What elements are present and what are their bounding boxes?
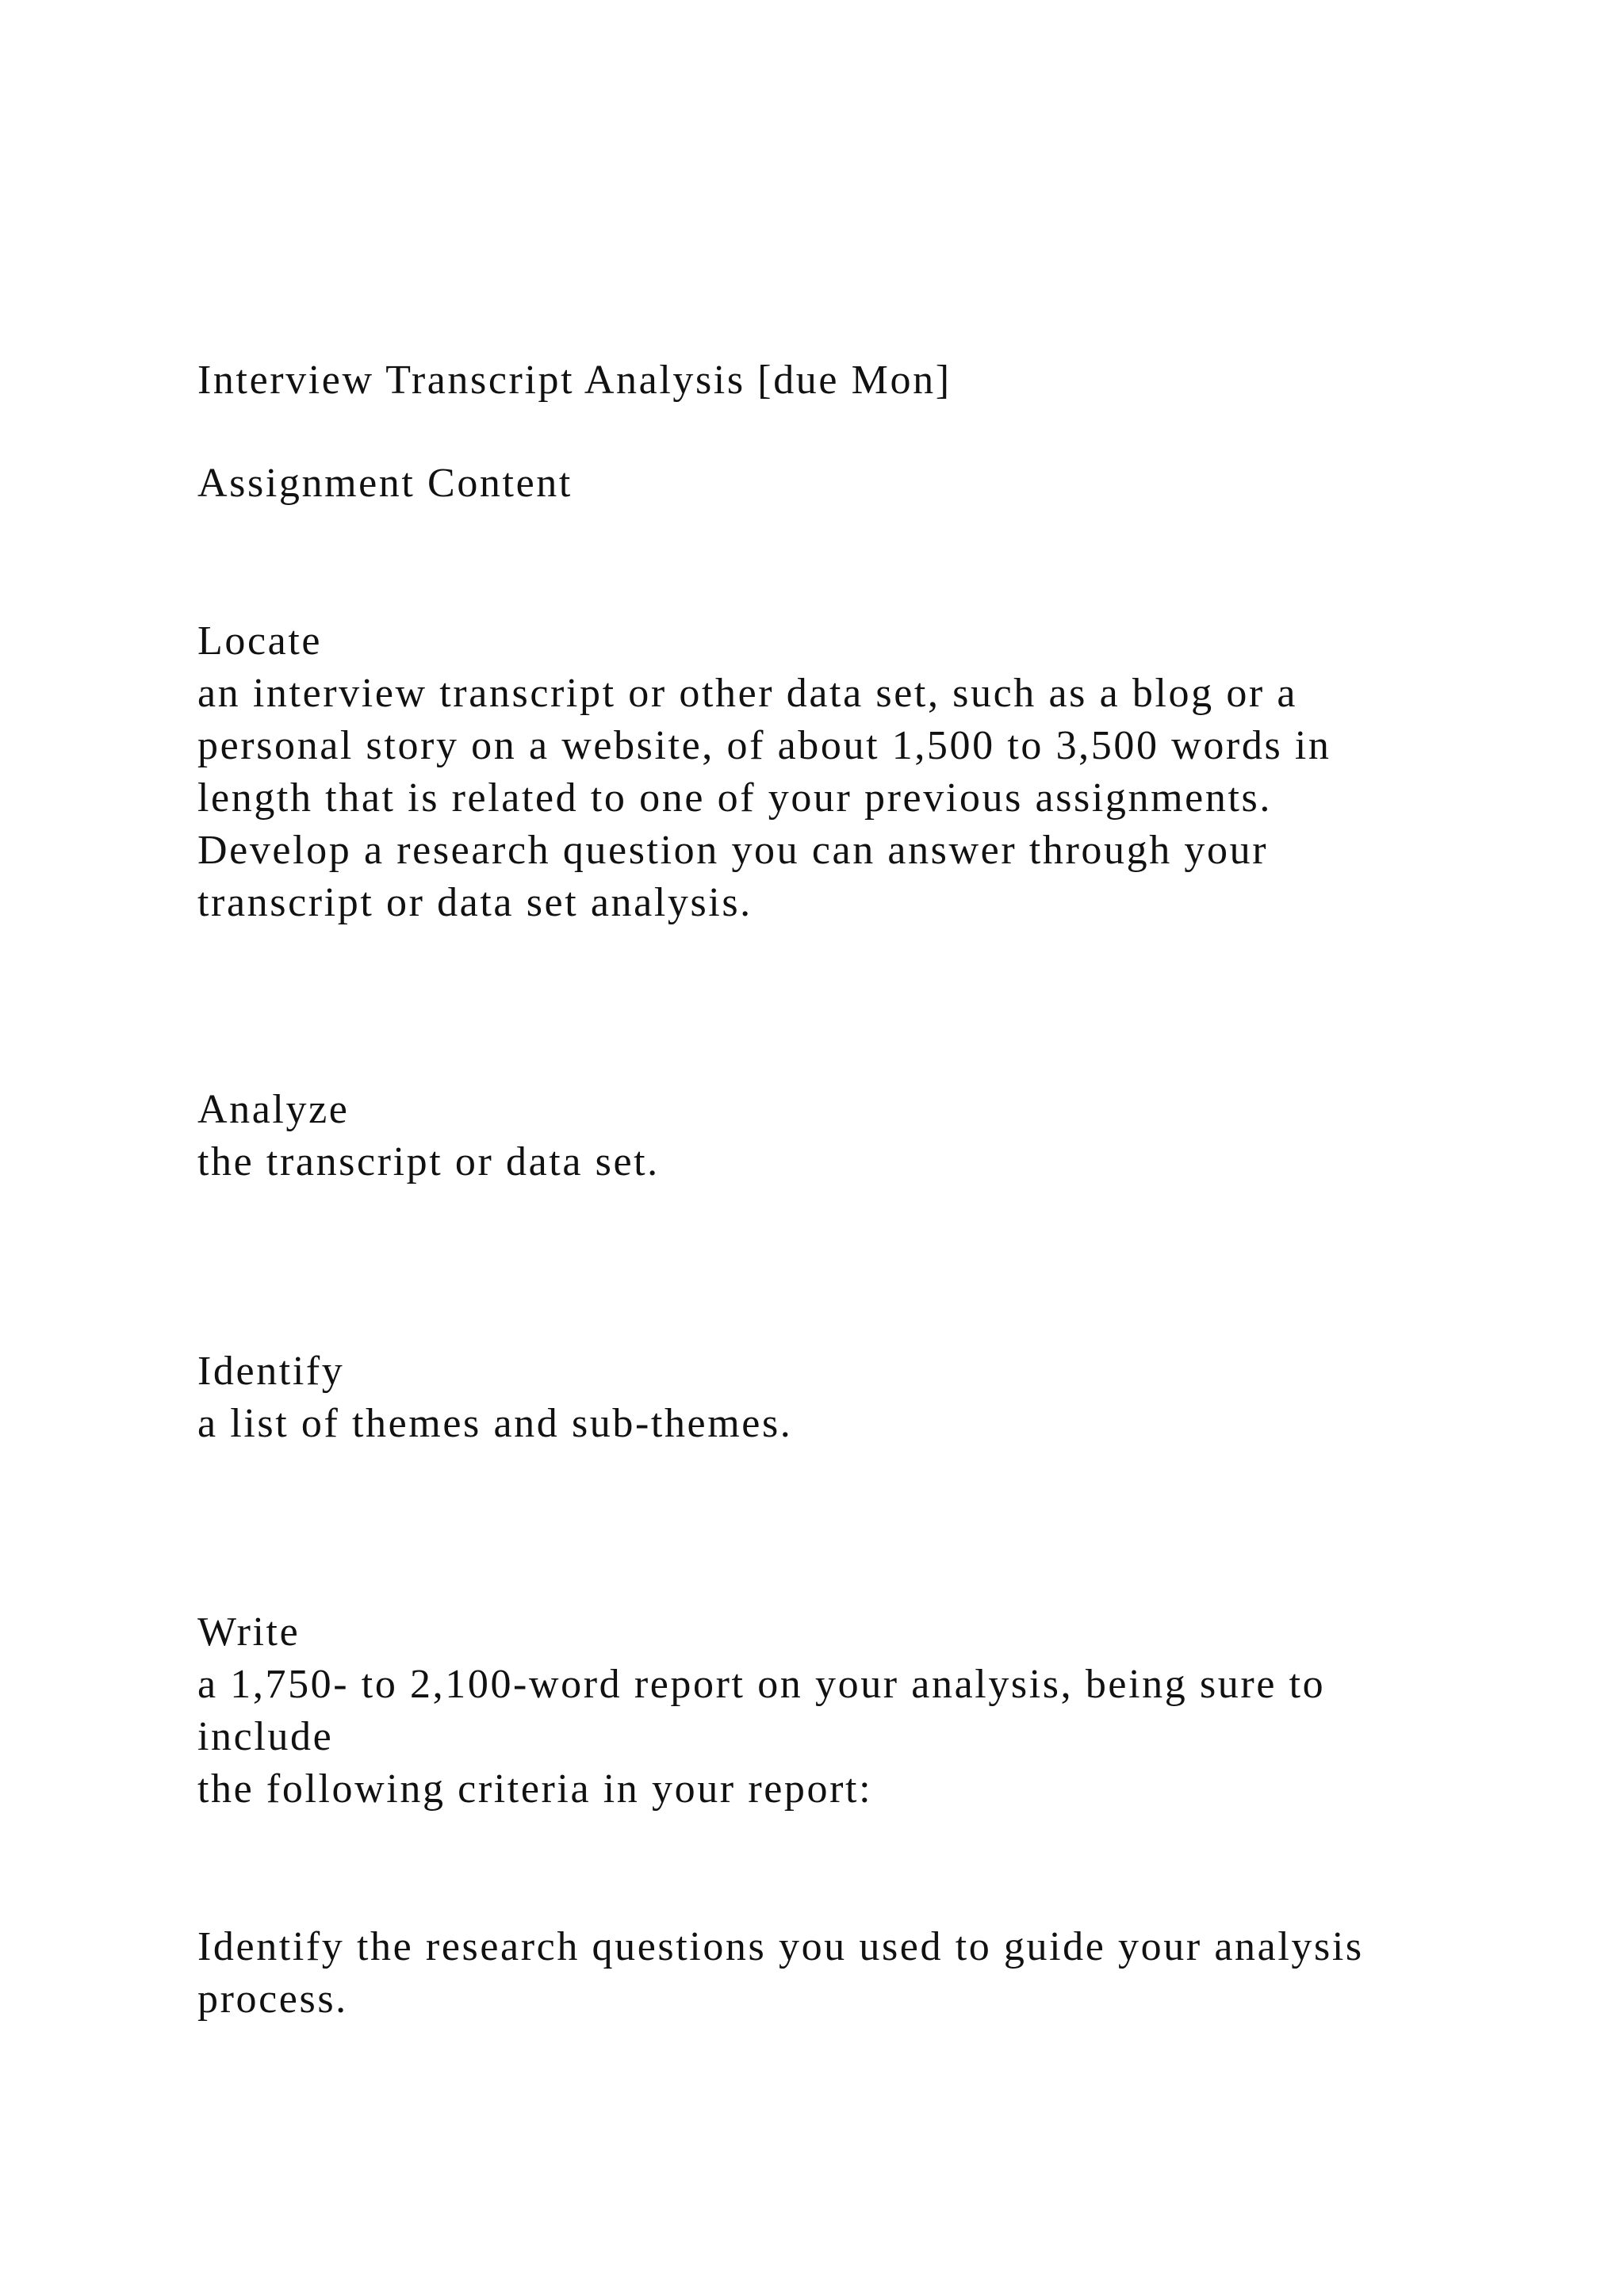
section-line: transcript or data set analysis. xyxy=(197,880,753,925)
section-heading: Write xyxy=(197,1609,301,1655)
criteria-line: process. xyxy=(197,1976,348,2022)
section-heading: Identify xyxy=(197,1349,345,1394)
criteria-line: Identify the research questions you used to guide your analysis xyxy=(197,1924,1364,1969)
section-line: personal story on a website, of about 1,500 to 3,500 words in xyxy=(197,723,1331,768)
section-line: an interview transcript or other data set, such as a blog or a xyxy=(197,671,1298,716)
section-line: include xyxy=(197,1714,334,1759)
document-title: Interview Transcript Analysis [due Mon] xyxy=(197,358,952,403)
section-line: the following criteria in your report: xyxy=(197,1766,873,1812)
section-line: Develop a research question you can answer through your xyxy=(197,828,1269,873)
document-subtitle: Assignment Content xyxy=(197,461,573,506)
section-line: a list of themes and sub-themes. xyxy=(197,1401,793,1446)
section-line: a 1,750- to 2,100-word report on your analysis, being sure to xyxy=(197,1662,1326,1707)
section-line: length that is related to one of your previous assignments. xyxy=(197,775,1272,821)
section-line: the transcript or data set. xyxy=(197,1139,660,1184)
section-heading: Locate xyxy=(197,618,323,664)
section-heading: Analyze xyxy=(197,1087,350,1132)
